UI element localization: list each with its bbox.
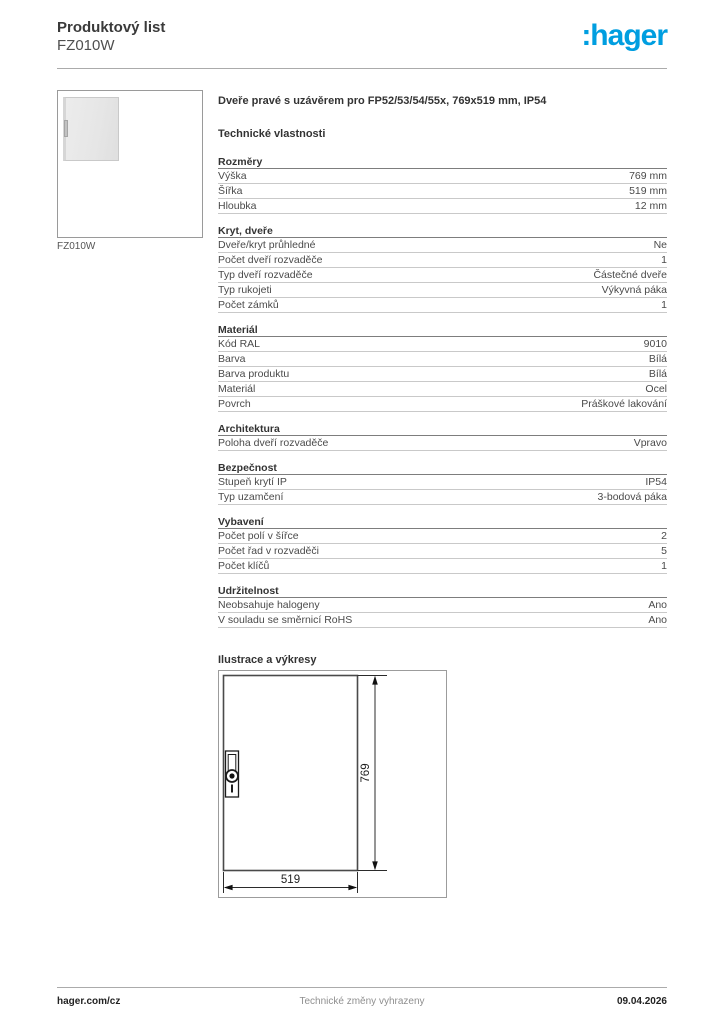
spec-row — [218, 613, 667, 628]
spec-row-label: Hloubka — [218, 200, 257, 212]
spec-row-label: Poloha dveří rozvaděče — [218, 437, 329, 449]
footer-website-link[interactable]: hager.com/cz — [57, 996, 121, 1007]
spec-row-label: Povrch — [218, 398, 251, 410]
spec-row — [218, 238, 667, 253]
spec-row — [218, 169, 667, 184]
product-door-image — [63, 97, 119, 161]
footer-divider — [57, 987, 667, 988]
spec-row-value: Ano — [648, 614, 667, 626]
spec-section-title: Bezpečnost — [218, 462, 667, 475]
spec-section-title: Kryt, dveře — [218, 225, 667, 238]
spec-row — [218, 397, 667, 412]
footer-date: 09.04.2026 — [616, 996, 667, 1007]
spec-row-label: Kód RAL — [218, 338, 261, 350]
spec-row-label: Počet zámků — [218, 299, 279, 311]
spec-row-value: Výkyvná páka — [601, 284, 667, 296]
spec-row — [218, 475, 667, 490]
spec-row-label: Počet polí v šířce — [218, 530, 299, 542]
spec-row — [218, 382, 667, 397]
spec-row-value: Vpravo — [633, 437, 667, 449]
product-code: FZ010W — [57, 37, 115, 54]
width-dimension-label: 519 — [280, 874, 301, 886]
spec-row — [218, 337, 667, 352]
spec-row — [218, 544, 667, 559]
spec-section-title: Vybavení — [218, 516, 667, 529]
spec-row — [218, 598, 667, 613]
content-column — [218, 90, 667, 898]
doc-type-title: Produktový list — [57, 19, 166, 36]
arrow-up-icon — [372, 676, 378, 685]
spec-row-value: Ocel — [645, 383, 667, 395]
spec-section-title: Rozměry — [218, 156, 667, 169]
spec-section — [218, 423, 667, 451]
spec-row-label: Stupeň krytí IP — [218, 476, 287, 488]
spec-sections — [218, 156, 667, 628]
footer — [57, 996, 667, 1007]
spec-row-value: Ano — [648, 599, 667, 611]
technical-properties-heading: Technické vlastnosti — [218, 128, 326, 140]
height-dimension-label: 769 — [360, 763, 372, 783]
spec-section — [218, 225, 667, 313]
technical-drawing — [219, 671, 446, 897]
product-thumbnail-box — [57, 90, 203, 238]
spec-row-label: Barva — [218, 353, 246, 365]
spec-row-value: Bílá — [648, 353, 667, 365]
spec-row-label: Typ rukojeti — [218, 284, 272, 296]
spec-row — [218, 298, 667, 313]
spec-row-label: Typ uzamčení — [218, 491, 284, 503]
spec-row-value: Částečné dveře — [593, 269, 667, 281]
spec-row-value: 5 — [661, 545, 667, 557]
spec-section — [218, 585, 667, 628]
spec-section — [218, 324, 667, 412]
spec-row — [218, 436, 667, 451]
spec-row-label: Šířka — [218, 185, 243, 197]
spec-row-value: 1 — [661, 254, 667, 266]
spec-row — [218, 253, 667, 268]
spec-row-label: Barva produktu — [218, 368, 290, 380]
header — [57, 19, 667, 55]
spec-row-value: 769 mm — [629, 170, 667, 182]
spec-row-value: 1 — [661, 560, 667, 572]
spec-row — [218, 559, 667, 574]
thumbnail-caption: FZ010W — [57, 241, 96, 252]
spec-row-label: Dveře/kryt průhledné — [218, 239, 316, 251]
spec-row — [218, 283, 667, 298]
spec-section-title: Materiál — [218, 324, 667, 337]
spec-row-value: 2 — [661, 530, 667, 542]
spec-row — [218, 367, 667, 382]
spec-row-value: 1 — [661, 299, 667, 311]
footer-notice: Technické změny vyhrazeny — [299, 996, 425, 1007]
arrow-down-icon — [372, 861, 378, 870]
spec-section — [218, 516, 667, 574]
spec-row — [218, 529, 667, 544]
spec-row — [218, 184, 667, 199]
door-outline — [224, 676, 358, 871]
spec-row-label: Materiál — [218, 383, 256, 395]
spec-row-value: 3-bodová páka — [597, 491, 667, 503]
illustrations-heading: Ilustrace a výkresy — [218, 654, 317, 666]
spec-row-label: V souladu se směrnicí RoHS — [218, 614, 353, 626]
spec-row-value: Ne — [653, 239, 667, 251]
spec-section — [218, 462, 667, 505]
door-handle-icon — [64, 120, 68, 137]
spec-section-title: Udržitelnost — [218, 585, 667, 598]
hager-logo: :hager — [581, 19, 667, 52]
spec-row — [218, 352, 667, 367]
arrow-left-icon — [224, 885, 233, 891]
spec-row — [218, 268, 667, 283]
spec-row-label: Počet klíčů — [218, 560, 270, 572]
arrow-right-icon — [348, 885, 357, 891]
spec-row-value: 12 mm — [634, 200, 667, 212]
spec-row-value: 519 mm — [629, 185, 667, 197]
spec-row-label: Neobsahuje halogeny — [218, 599, 320, 611]
spec-row-value: Práškové lakování — [581, 398, 667, 410]
product-title: Dveře pravé s uzávěrem pro FP52/53/54/55x, 769x519 mm, IP54 — [218, 95, 547, 107]
spec-section — [218, 156, 667, 214]
header-divider — [57, 68, 667, 69]
spec-row-label: Počet dveří rozvaděče — [218, 254, 323, 266]
spec-section-title: Architektura — [218, 423, 667, 436]
drawing-handle-icon — [226, 751, 239, 797]
technical-drawing-frame — [218, 670, 447, 898]
spec-row-value: Bílá — [648, 368, 667, 380]
spec-row-label: Výška — [218, 170, 247, 182]
spec-row-label: Počet řad v rozvaděči — [218, 545, 319, 557]
spec-row-value: IP54 — [645, 476, 667, 488]
spec-row — [218, 199, 667, 214]
spec-row-label: Typ dveří rozvaděče — [218, 269, 313, 281]
spec-row — [218, 490, 667, 505]
header-titles — [57, 19, 165, 55]
spec-row-value: 9010 — [643, 338, 667, 350]
